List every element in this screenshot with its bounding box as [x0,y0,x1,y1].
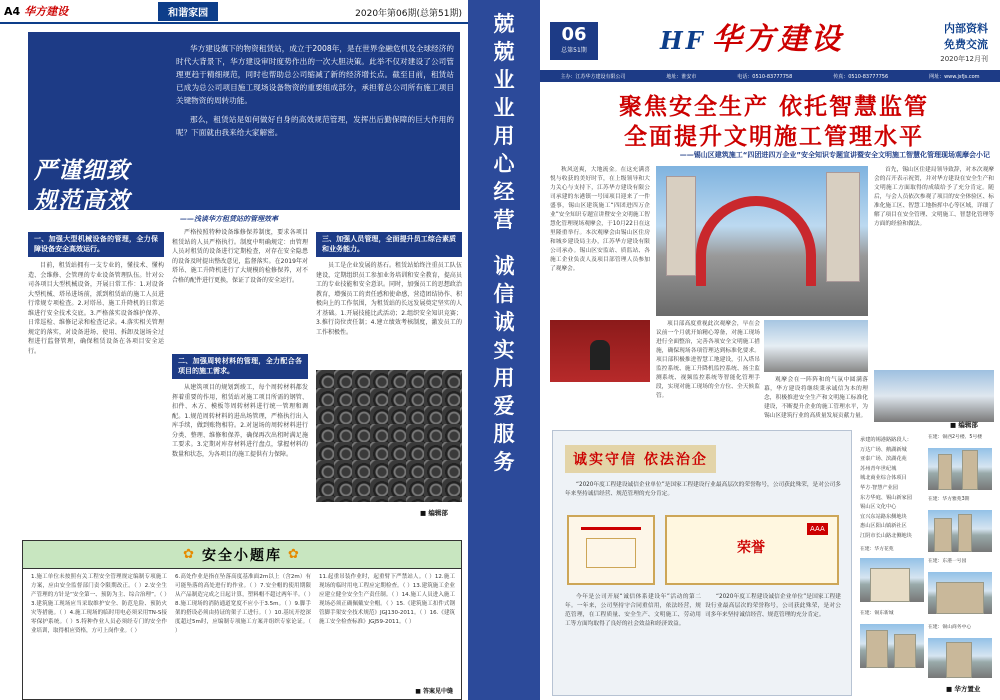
motto-character: 业 [493,95,515,120]
editor-credit: ■ 编辑部 [950,421,978,429]
strip-item: 主办：江苏华方建设有限公司 [560,73,626,80]
column-text: 目前，租赁站拥有一支专业的，懂技术、懂构造、会维修、会管理的专业设备管理队伍。针对公司各项目大型机械设备，开展日常工作：1.对设备大型机械、塔吊进场前，派到租赁站的施工人员进行常规专项检查。2.对塔吊、施工升降机的日常运维进行安全技术交底。3.严格落实设备维护保养、日常巡检、维修记录和检查记录。4.落实相关管理规定的落实，对设备进场、使用、拆卸及退场全过程进行监督管理，确保租赁设备在各项目安全运行。 [28,262,164,355]
editor-credit: ■ 华方置业 [946,685,981,693]
center-motto [486,10,522,476]
column-text: “2020年度工程建设诚信企业单位”是国家工程建设行业最高层次的荣誉称号，公司获此殊荣，是对公司多年来坚持诚信经营、规范管理的充分肯定。 [565,482,841,497]
list-item: 华方·智慧产业园 [860,484,898,491]
issue-box [550,22,598,60]
list-item: 亚泰广场、滨湖花苑 [860,456,907,463]
quiz-column-1: 1.施工单位未按照有关工程安全管理规定编制专项施工方案，应由安全监督部门责令限期改正。（ ）2.安全生产管理的方针是“安全第一、预防为主、综合治理”。（ ）3.建筑施工现场应当采取维护安全、防范危险、预防火灾等措施。（ ）4.施工现场的临时用电必须采用TN-S接零保护系统。（ ）5.特种作业人员必须经专门的安全作业培训，取得相应资格，方可上岗作业。（ ） [31,574,167,634]
issue-label: 2020年第06期(总第51期) [355,9,462,19]
headline-subhead: ——锡山区建筑施工“四团进四万企业”安全知识专题宣讲暨安全文明施工智慧化管理现场观摩会小记 [679,151,990,159]
project-list-box [860,430,994,696]
info-internal: 内部资料 [944,22,988,35]
motto-character: 营 [493,207,515,232]
column-text: 观摩会在一阵阵和的气氛中圆满落幕，华方建设将继续秉承诚信为本的理念，积极推进安全生产和文明施工标准化建设，不断提升企业的施工管理水平，为锡山区建筑行业的高质量发展贡献力量。 [764,377,868,419]
editor-credit: ■ 编辑部 [420,509,448,517]
list-item: 承建的锡港路路段人： [860,437,912,443]
motto-character: 兢 [493,11,515,36]
integrity-text [565,481,841,507]
list-item: 万达广场、鹅湖新城 [860,446,907,453]
certificate-image-1 [567,515,655,585]
column-text: 员工是企业发展的基石。租赁站始终注重员工队伍建设，定期组织员工参加业务培训和安全教育，提高员工的专业技能和安全意识。同时，加强员工的思想政治教育，增强员工的责任感和使命感，营造团结协作、积极向上的工作氛围，为租赁站的长远发展奠定坚实的人才基础。1.开展技能比武活动；2.组织安全知识竞赛；3.推行岗位责任制；4.建立绩效考核制度，激发员工的工作积极性。 [316,262,462,336]
news-column-3 [764,376,868,424]
motto-line-1 [486,10,522,234]
news-column-2 [656,320,760,424]
feature-banner [28,32,460,214]
list-item: 锡山区文化中心 [860,504,897,511]
project-caption: 在建：东港一号园 [928,559,967,564]
article-column-2a [172,228,308,348]
right-newspaper-page [540,0,1000,700]
column-subhead: 三、加强人员管理，全面提升员工综合素质和业务能力。 [316,232,462,257]
column-text: 严格按照特种设备维修保养制度，要求各项目租赁站的人员严格执行。制度中明确规定：由管理人员对租赁的设备进行定期检查，对存在安全隐患的设备及时提出整改意见，监督落实。在2019年对塔吊、施工升降机进行了大规模的检修保养，对不合格的配件进行更换，保证了设备的安全运行。 [172,229,308,284]
motto-character: 实 [493,337,515,362]
safety-quiz-title-bar [23,541,461,569]
motto-character: 兢 [493,39,515,64]
header-logo: 华方建设 [24,5,69,18]
feature-title-line-2: 规范高效 [34,187,130,214]
motto-character: 经 [493,179,515,204]
column-subhead: 一、加强大型机械设备的管理，全力保障设备安全高效运行。 [28,232,164,257]
certificate-label: 荣誉 [737,540,765,556]
article-column-1 [28,228,164,528]
issue-number: 06 [561,24,587,45]
masthead-strip [540,70,1000,82]
strip-item: 网址：www.jsfjs.com [929,73,980,80]
project-photo [928,572,992,614]
list-item: 宜兴东站路东侧地块 [860,513,907,520]
project-photo [928,638,992,678]
column-subhead: 二、加强周转材料的管理，全力配合各项目的施工需求。 [172,354,308,379]
strip-item: 电话：0510-83777758 [737,73,793,80]
project-caption: 在建：锡西2号楼、5号楼 [928,435,983,440]
list-item: 惠山区阳山镇新社区 [860,523,907,530]
project-list [860,436,920,542]
page-number: A4 [4,4,21,18]
project-caption: 在建：锡东新城 [860,611,894,616]
company-mark-icon: HF [660,26,706,55]
safety-quiz-box [22,540,462,700]
headline-line-1: 聚焦安全生产 依托智慧监管 [618,93,929,120]
answer-note: ■ 答案见中缝 [415,688,453,695]
motto-character: 诚 [493,309,515,334]
masthead-info [940,20,988,64]
center-fold-strip [468,0,540,700]
quiz-column-3: 11.起重吊装作业时，起重臂下严禁站人。（ ）12.施工现场的临时用电工程应定期检查。（ ）13.建筑施工企业应建立健全安全生产责任制。（ ）14.施工人员进入施工现场必须正确佩戴安全帽。（ ）15.《建筑施工扣件式钢管脚手架安全技术规范》JGJ130-2011。（ ）16.《建筑施工安全检查标准》JGJ59-2011。（ ） [319,574,455,625]
integrity-text-c [705,593,841,689]
project-caption: 在建：华方花苑 [860,547,894,552]
strip-item: 地址：淮安市 [666,73,697,80]
info-free: 免费交流 [944,38,988,51]
article-column-3 [316,228,462,336]
left-page-header [0,0,468,24]
list-item: 城北商业综合体项目 [860,475,907,482]
feature-subtitle: ——浅谈华方租赁站的管理效率 [180,215,278,223]
visit-photo-2 [874,370,994,422]
motto-character: 爱 [493,393,515,418]
certificate-badge: AAA [807,523,828,535]
intro-paragraph: 华方建设旗下的物资租赁站，成立于2008年，是在世界金融危机及全球经济的时代大背景下，华方建设审时度势作出的一次大胆决策。此举不仅对建设了公司管理更趋于精细规范，同时也帮助总公司缩减了新的经济增长点。截至目前，租赁站已成为总公司项目施工现场设备物资的重要组成部分，承担着总公司所有施工项目关键物资的周转功能。 [176,44,454,105]
motto-character: 用 [493,123,515,148]
section-label: 和谐家园 [158,2,218,21]
project-photo [860,558,924,602]
motto-character: 务 [493,449,515,474]
column-text: 首先，锡山区住建局领导致辞，对本次观摩会的召开表示祝贺，并对华方建设在安全生产和文明施工方面取得的成绩给予了充分肯定。随后，与会人员依次参观了项目的安全体验区、标准化施工区、智慧工地指挥中心等区域，详细了解了项目在安全管理、文明施工、智慧化管理等方面的经验和做法。 [874,167,994,227]
masthead-logo: HF 华方建设 [660,22,844,57]
column-text: 秋风送爽，大地流金。在这充满喜悦与收获的美好时节，在上级领导和大力关心与支持下，江苏华方建设有限公司承建的东港镇一号园项目迎来了一件盛事，锡山区建筑施工“四团进四万企业”安全知识专题宣讲暨安全文明施工智慧化管理现场观摩会，于10月22日在这里隆重举行。本次观摩会由锡山区住房和城乡建设局主办，江苏华方建设有限公司承办。锡山区安监站、质监站、各施工企业负责人及项目部管理人员参加了观摩会。 [550,167,650,272]
opening-arch-photo [656,166,868,316]
motto-character: 服 [493,421,515,446]
project-caption: 在建：华方雅苑3期 [928,497,970,502]
motto-line-2 [486,252,522,476]
info-date: 2020年12月刊 [940,55,988,63]
project-photo [928,448,992,490]
motto-character: 用 [493,365,515,390]
motto-character: 诚 [493,253,515,278]
quiz-column-2: 6.高处作业是指在坠落高度基准面2m以上（含2m）有可能坠落的高处进行的作业。（ ）7.安全帽的使用期限从产品制造完成之日起计算，塑料帽不超过两年半。（ ）8.施工现场的消防通道宽度不应小于3.5m。（ ）9.脚手架的搭设必须由持证的架子工进行。（ ）10.基坑开挖深度超过5m时，应编制专项施工方案并组织专家论证。（ ） [175,574,311,634]
integrity-feature-box [552,430,852,696]
list-item: 江阴市长山路北侧地块 [860,532,912,539]
motto-character: 业 [493,67,515,92]
flower-icon: ✿ [183,547,196,562]
certificate-image-2 [665,515,839,585]
column-text: 今年是公司开展“诚信体系建设年”活动的第二年。一年来，公司坚持守合同重信用，依法经营，规范管理，在工程质量、安全生产、文明施工、劳动用工等方面均取得了良好的社会效益和经济效益。 [565,594,701,627]
news-column-4 [874,166,994,366]
list-item: 苏州青年世纪城 [860,465,897,472]
integrity-title: 诚实守信 依法治企 [565,445,716,473]
list-item: 东方华庭、锡山新家园 [860,494,912,501]
column-text: “2020年度工程建设诚信企业单位”是国家工程建设行业最高层次的荣誉称号，公司获此殊荣，是对公司多年来坚持诚信经营、规范管理的充分肯定。 [705,594,841,618]
left-newspaper-page [0,0,468,700]
headline-line-2: 全面提升文明施工管理水平 [624,123,924,150]
project-caption: 在建：锡山商务中心 [928,625,972,630]
intro-paragraph: 那么，租赁站是如何做好自身的高效规范管理，发挥出后勤保障的巨大作用的呢？下面就由我来给大家解密。 [176,115,454,137]
news-column-1 [550,166,650,316]
integrity-text-b [565,593,701,689]
article-column-2b [172,350,308,530]
masthead [540,0,1000,70]
motto-character: 心 [493,151,515,176]
feature-title-line-1: 严谨细致 [34,157,130,184]
column-text: 从建筑项目的规划到竣工，每个周转材料都发挥着重要的作用，租赁站对施工项目所需的钢管、扣件、木方、模板等周转材料进行统一管理和调配。1.规范周转材料的进出场管理，严格执行出入库手续，做到账物相符。2.对退场的周转材料进行分类、整理、维修和保养，确保再次出租时满足施工要求。3.定期对库存材料进行盘点，掌握材料的数量和状态，为各项目的施工提供有力保障。 [172,384,308,458]
project-photo [928,510,992,552]
motto-character: 信 [493,281,515,306]
strip-item: 传真：0510-83777756 [833,73,889,80]
project-photo [860,624,924,668]
visit-photo-1 [764,320,868,372]
flower-icon: ✿ [288,547,301,562]
safety-quiz-title: 安全小题库 [202,547,282,564]
column-text: 项目部高度重视此次观摩会，早在会议前一个月就开始精心筹备，对施工现场进行全面整治，完善各项安全文明施工措施，确保现场各项管理达到标准化要求。项目部积极推进智慧工地建设，引入塔吊监控系统、施工升降机监控系统、扬尘监测系统、视频监控系统等智能化管理手段，实现对施工现场的全方位、全天候监管。 [656,321,760,399]
feature-intro [176,42,454,145]
steel-pipes-photo [316,370,462,502]
issue-total: 总第51期 [561,47,587,54]
speaker-photo [550,320,650,382]
